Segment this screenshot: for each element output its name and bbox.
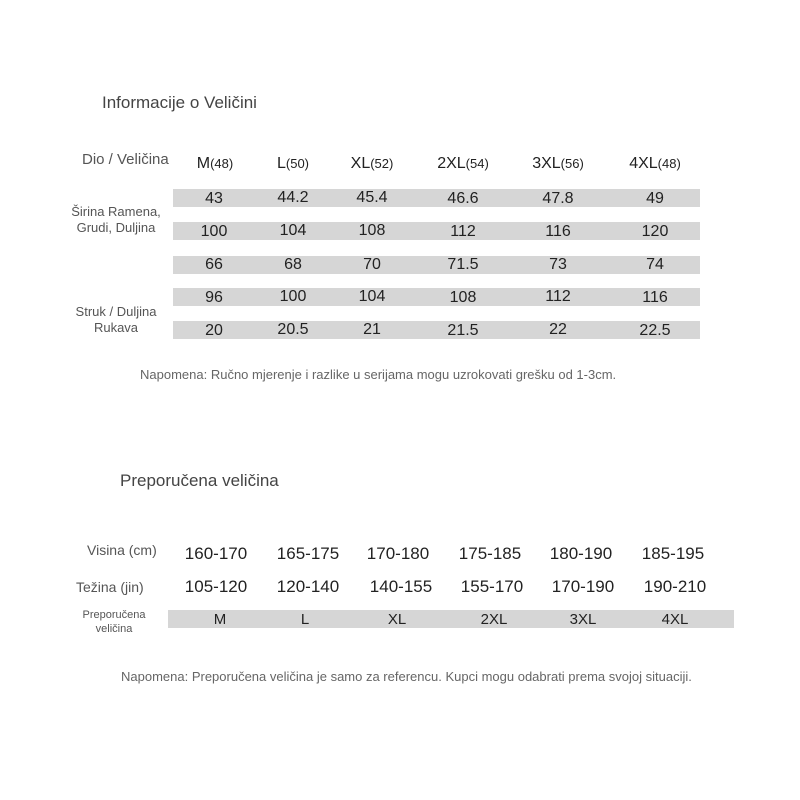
size-cell: XL [387, 611, 407, 628]
table-cell: 104 [358, 288, 386, 305]
table-cell: 68 [284, 256, 302, 273]
height-cell: 170-180 [366, 544, 430, 563]
size-cell: M [213, 611, 227, 628]
table-cell: 66 [205, 256, 223, 273]
measurement-note: Napomena: Ručno mjerenje i razlike u serijama mogu uzrokovati grešku od 1-3cm. [140, 367, 617, 382]
table-cell: 46.6 [447, 190, 479, 207]
table-cell: 74 [646, 256, 664, 273]
height-label: Visina (cm) [87, 542, 157, 558]
table-cell: 96 [205, 289, 223, 306]
size-cell: L [300, 611, 310, 628]
table-cell: 108 [449, 289, 477, 306]
height-cell: 180-190 [549, 544, 613, 563]
table-cell: 100 [279, 288, 307, 305]
table-cell: 104 [279, 222, 307, 239]
recommended-size-label: Preporučena veličina [82, 609, 146, 635]
height-cell: 175-185 [458, 544, 522, 563]
table-cell: 70 [363, 256, 381, 273]
size-info-title: Informacije o Veličini [102, 93, 257, 112]
group-label-shoulder-chest-length: Širina Ramena, Grudi, Duljina [71, 204, 161, 235]
col-head-2xl: 2XL(54) [437, 155, 489, 172]
table-cell: 20 [205, 322, 223, 339]
table-cell: 71.5 [447, 256, 479, 273]
group-label-waist-sleeve: Struk / Duljina Rukava [75, 304, 157, 335]
col-head-l: L(50) [276, 155, 310, 172]
recommendation-note: Napomena: Preporučena veličina je samo za referencu. Kupci mogu odabrati prema svojoj situaciji. [121, 669, 692, 684]
table-cell: 112 [450, 223, 476, 240]
height-cell: 160-170 [184, 544, 248, 563]
size-cell: 3XL [569, 611, 597, 628]
weight-cell: 105-120 [184, 577, 248, 596]
table-cell: 120 [641, 223, 669, 240]
col-head-m: M(48) [196, 155, 234, 172]
table-cell: 100 [200, 223, 228, 240]
recommended-title: Preporučena veličina [120, 471, 279, 490]
table-cell: 116 [545, 223, 571, 240]
table-cell: 45.4 [356, 189, 388, 206]
weight-cell: 190-210 [643, 577, 707, 596]
table-cell: 73 [549, 256, 567, 273]
weight-cell: 120-140 [276, 577, 340, 596]
table-cell: 21 [363, 321, 381, 338]
size-cell: 4XL [661, 611, 689, 628]
table-cell: 47.8 [542, 190, 574, 207]
weight-cell: 155-170 [460, 577, 524, 596]
weight-label: Težina (jin) [76, 579, 144, 595]
size-cell: 2XL [480, 611, 508, 628]
table-cell: 108 [358, 222, 386, 239]
table-cell: 44.2 [277, 189, 309, 206]
weight-cell: 170-190 [551, 577, 615, 596]
col-head-4xl: 4XL(48) [629, 155, 681, 172]
col-head-xl: XL(52) [350, 155, 394, 172]
height-cell: 185-195 [641, 544, 705, 563]
col-head-3xl: 3XL(56) [532, 155, 584, 172]
table-cell: 43 [205, 190, 223, 207]
table-cell: 112 [545, 288, 571, 305]
table-cell: 22.5 [639, 322, 671, 339]
table-cell: 116 [642, 289, 668, 306]
table-cell: 49 [646, 190, 664, 207]
part-size-header: Dio / Veličina [82, 151, 169, 168]
table-cell: 22 [549, 321, 567, 338]
height-cell: 165-175 [276, 544, 340, 563]
weight-cell: 140-155 [369, 577, 433, 596]
table-cell: 21.5 [447, 322, 479, 339]
table-cell: 20.5 [277, 321, 309, 338]
